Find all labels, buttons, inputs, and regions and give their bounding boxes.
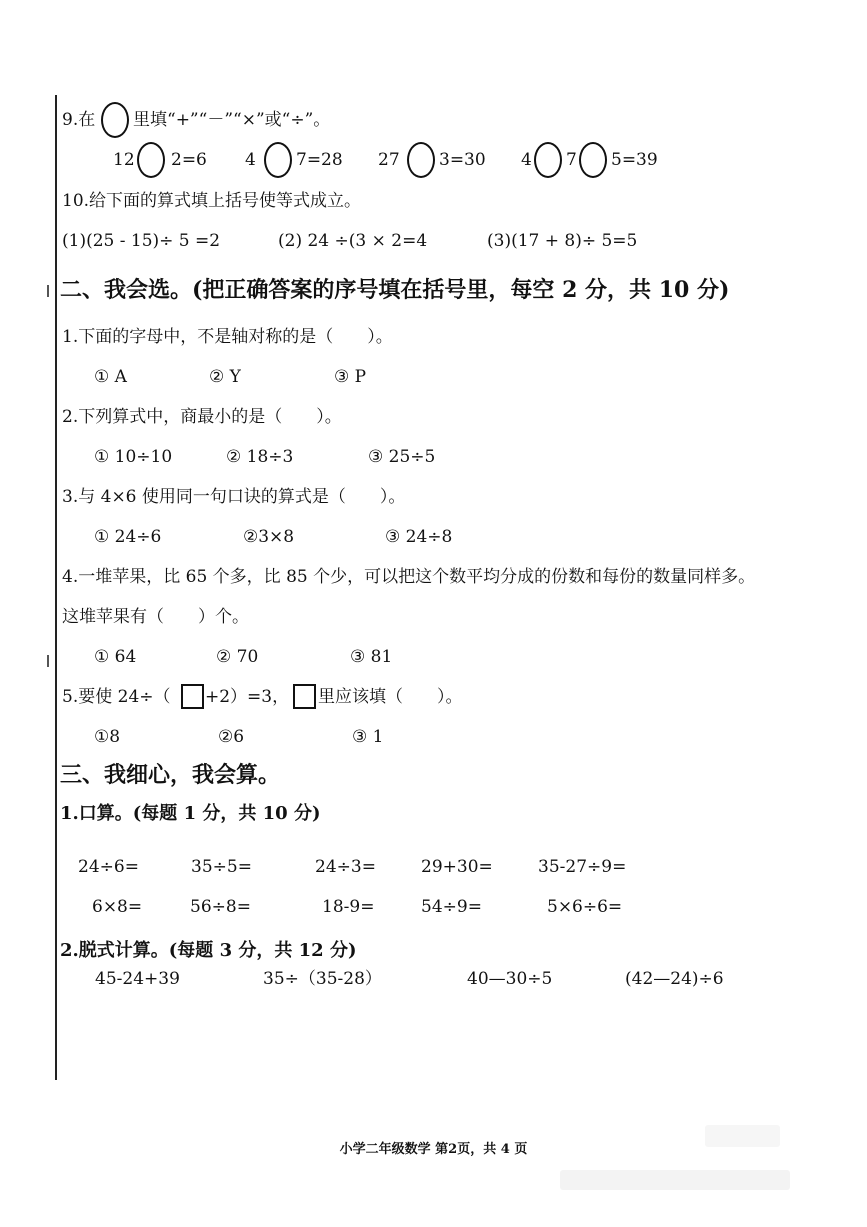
q9-term: 7=28 [296,150,343,170]
answer-box[interactable] [293,684,316,709]
option: ①8 [94,727,121,747]
q9-term: 3=30 [439,150,486,170]
question-text: 3.与 4×6 使用同一句口诀的算式是（ ）。 [62,487,406,507]
subsection-title: 1.口算。(每题 1 分，共 10 分) [60,803,321,824]
stepwise-item: 45-24+39 [95,969,180,989]
option: ① 10÷10 [94,447,173,467]
page-footer: 小学二年级数学 第2页，共 4 页 [339,1142,528,1157]
section-title: 二、我会选。(把正确答案的序号填在括号里，每空 2 分，共 10 分) [60,277,730,303]
q9-term: 2=6 [171,150,207,170]
option: ②3×8 [243,527,295,547]
question-text: 5.要使 24÷（ [62,687,171,707]
option: ③ 1 [352,727,384,747]
subsection-title: 2.脱式计算。(每题 3 分，共 12 分) [60,940,357,961]
q9-term: 27 [378,150,400,170]
stepwise-item: 40—30÷5 [467,969,553,989]
stepwise-item: (42—24)÷6 [625,969,724,989]
q9-term: 4 [521,150,532,170]
answer-circle[interactable] [264,142,292,178]
question-text: +2）=3， [205,687,290,707]
oral-item: 24÷3= [315,857,376,877]
q10-title: 10.给下面的算式填上括号使等式成立。 [62,191,362,211]
option: ③ 24÷8 [385,527,453,547]
oral-item: 29+30= [421,857,493,877]
option: ③ 81 [350,647,393,667]
q9-term: 5=39 [611,150,658,170]
oral-item: 6×8= [92,897,143,917]
q10-item: (2) 24 ÷(3 × 2=4 [278,231,428,251]
answer-circle[interactable] [534,142,562,178]
question-text: 里应该填（ ）。 [318,687,463,707]
option: ② 70 [216,647,259,667]
answer-circle[interactable] [407,142,435,178]
question-text: 这堆苹果有（ ）个。 [62,607,249,627]
oral-item: 18-9= [322,897,375,917]
answer-circle[interactable] [101,102,129,138]
q9-term: 4 [245,150,256,170]
option: ③ 25÷5 [368,447,436,467]
oral-item: 54÷9= [421,897,482,917]
q9-term: 7 [566,150,577,170]
question-text: 2.下列算式中，商最小的是（ ）。 [62,407,342,427]
oral-item: 5×6÷6= [547,897,623,917]
answer-circle[interactable] [579,142,607,178]
option: ② 18÷3 [226,447,294,467]
option: ① A [94,367,127,387]
option: ③ P [334,367,367,387]
option: ① 64 [94,647,137,667]
answer-box[interactable] [181,684,204,709]
option: ② Y [209,367,241,387]
q9-term: 12 [113,150,135,170]
answer-circle[interactable] [137,142,165,178]
scan-smudge [560,1170,790,1190]
oral-item: 35÷5= [191,857,252,877]
question-text: 4.一堆苹果，比 65 个多，比 85 个少，可以把这个数平均分成的份数和每份的数量同样多。 [62,567,756,587]
margin-mark [47,285,49,297]
q10-item: (1)(25 - 15)÷ 5 =2 [62,231,221,251]
margin-mark [47,655,49,667]
oral-item: 24÷6= [78,857,139,877]
q9-instruction: 里填“+”“－”“×”或“÷”。 [133,110,331,130]
question-text: 1.下面的字母中，不是轴对称的是（ ）。 [62,327,393,347]
q9-prefix: 9.在 [62,110,96,130]
margin-line [55,95,57,1080]
q10-item: (3)(17 + 8)÷ 5=5 [487,231,638,251]
section-title: 三、我细心，我会算。 [60,762,281,788]
oral-item: 35-27÷9= [538,857,627,877]
stepwise-item: 35÷（35-28） [263,969,382,989]
option: ②6 [218,727,245,747]
option: ① 24÷6 [94,527,162,547]
oral-item: 56÷8= [190,897,251,917]
